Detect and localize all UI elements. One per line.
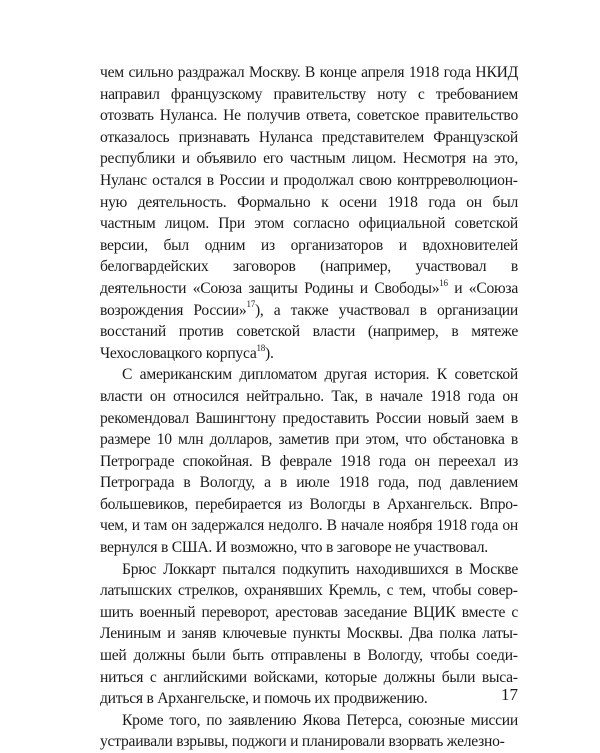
body-text (100, 62, 518, 753)
text-segment: и «Союза возрождения России» (100, 279, 518, 319)
footnote-marker: 17 (246, 299, 255, 310)
text-segment: С американским дипломатом другая история. К советской власти он относился нейтрально. Так, в начале 1918 года он рекомендовал Вашингтону предоставить России новый заем в размере 10 млн долларов, заметив при этом, что обстановка в Петрограде спокойная. В феврале 1918 года он переехал из Петрограда в Вологду, а в июле 1918 года, под давлением большевиков, перебирается из Вологды в Архангельск. Впрочем, и там он задержался недолго. В начале ноября 1918 года он вернулся в США. И возможно, что в заговоре не участвовал. (100, 366, 518, 557)
text-segment: Кроме того, по заявлению Якова Петерса, союзные миссии устраивали взрывы, поджоги и планировали взорвать железно- (100, 711, 518, 751)
paragraph (100, 559, 518, 710)
footnote-marker: 18 (256, 342, 265, 353)
paragraph (100, 710, 518, 753)
text-segment: Брюс Локкарт пытался подкупить находившихся в Москве латышских стрелков, охранявших Кремль, с тем, чтобы совершить военный переворот, арестовав заседание ВЦИК вместе с Лениным и заняв ключевые пункты Москвы. Два полка латышей должны были быть отправлены в Вологду, чтобы соединиться с английскими войсками, которые должны были высадиться в Архангельске, и помочь их продвижению. (100, 560, 518, 708)
text-segment: ). (265, 344, 274, 362)
page-number: 17 (501, 685, 518, 704)
footnote-marker: 16 (439, 277, 448, 288)
paragraph (100, 62, 518, 364)
text-segment: чем сильно раздражал Москву. В конце апреля 1918 года НКИД направил французскому правительству ноту с требованием отозвать Нуланса. Не получив ответа, советское правительство отказалось признавать Нуланса представителем Французской республики и объявило его частным лицом. Несмотря на это, Нуланс остался в России и продолжал свою контрреволюционную деятельность. Формально к осени 1918 года он был частным лицом. При этом согласно официальной советской версии, был одним из организаторов и вдохновителей белогвардейских заговоров (например, участвовал в деятельности «Союза защиты Родины и Свободы» (100, 64, 518, 297)
text-segment: ), а также участвовал в организации восстаний против советской власти (например, в мятеже Чехословацкого корпуса (100, 301, 518, 362)
paragraph (100, 364, 518, 558)
